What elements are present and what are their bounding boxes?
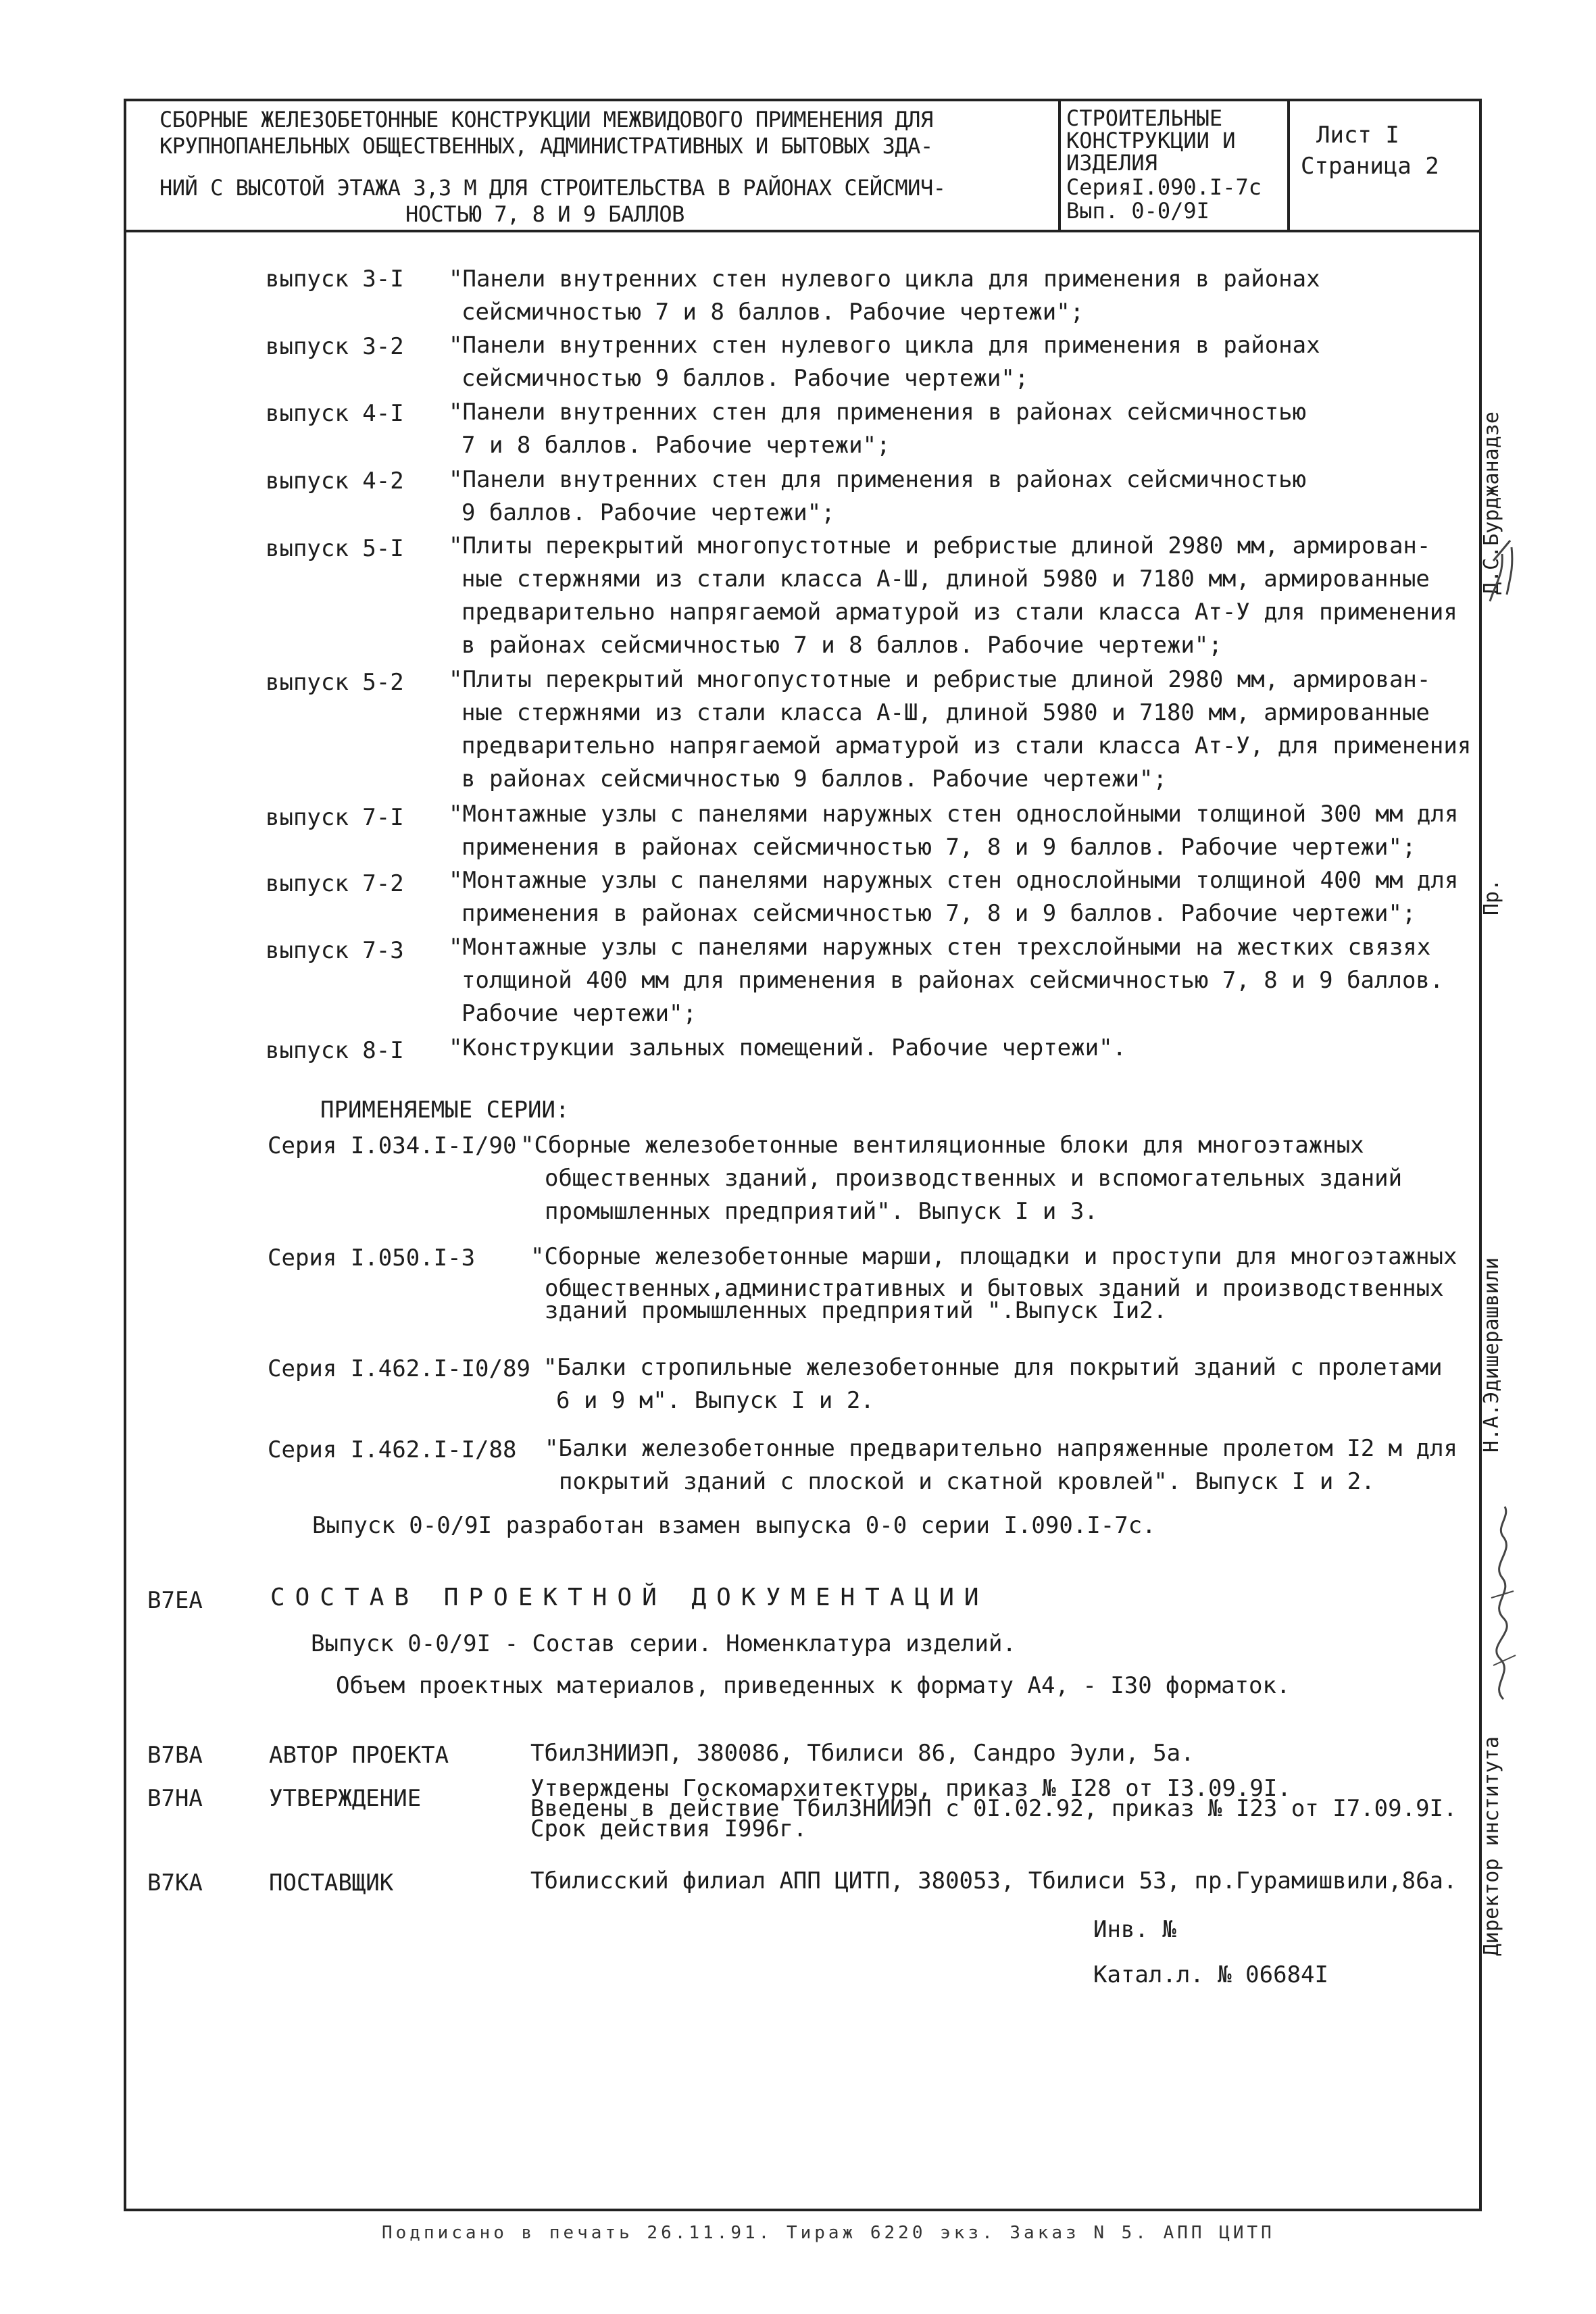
author-label: АВТОР ПРОЕКТА — [269, 1742, 449, 1769]
issue-text: применения в районах сейсмичностью 7, 8 и 9 баллов. Рабочие чертежи"; — [462, 900, 1416, 927]
issue-label: выпуск 5-2 — [266, 669, 404, 696]
header-title-line: КРУПНОПАНЕЛЬНЫХ ОБЩЕСТВЕННЫХ, АДМИНИСТРАТИВНЫХ И БЫТОВЫХ ЗДА- — [159, 133, 933, 159]
series-label: Серия I.034.I-I/90 — [268, 1132, 517, 1159]
issue-text: "Плиты перекрытий многопустотные и ребристые длиной 2980 мм, армирован- — [449, 666, 1431, 693]
series-text: зданий промышленных предприятий ".Выпуск Iи2. — [545, 1297, 1168, 1324]
series-label: Серия I.462.I-I0/89 — [268, 1355, 530, 1382]
issue-text: 9 баллов. Рабочие чертежи"; — [462, 499, 835, 526]
header-column-divider — [1287, 99, 1290, 231]
issue-text: "Панели внутренних стен нулевого цикла для применения в районах — [449, 266, 1320, 293]
issue-text: "Монтажные узлы с панелями наружных стен однослойными толщиной 300 мм для — [449, 801, 1459, 828]
header-category-line: КОНСТРУКЦИИ И — [1066, 128, 1236, 153]
issue-text: "Плиты перекрытий многопустотные и ребристые длиной 2980 мм, армирован- — [449, 532, 1431, 559]
approval-line: Срок действия I996г. — [530, 1815, 807, 1842]
issue-label: выпуск 3-I — [266, 266, 404, 293]
approval-line: Введены в действие ТбилЗНИИЭП с 0I.02.92, приказ № I23 от I7.09.9I. — [530, 1795, 1457, 1822]
series-text: общественных,административных и бытовых зданий и производственных — [545, 1275, 1444, 1302]
issue-label: выпуск 3-2 — [266, 333, 404, 360]
issue-label: выпуск 4-I — [266, 400, 404, 427]
composition-code: В7ЕА — [147, 1587, 203, 1614]
series-text: "Балки железобетонные предварительно напряженные пролетом I2 м для — [545, 1435, 1458, 1462]
issue-text: толщиной 400 мм для применения в районах сейсмичностью 7, 8 и 9 баллов. — [462, 967, 1444, 994]
header-divider — [124, 230, 1482, 232]
header-category-line: СТРОИТЕЛЬНЫЕ — [1066, 105, 1223, 131]
issue-text: сейсмичностью 9 баллов. Рабочие чертежи"; — [462, 365, 1029, 392]
signature-icon — [1483, 513, 1524, 608]
header-issue-number: Вып. 0-0/9I — [1066, 198, 1210, 224]
issue-text: ные стержнями из стали класса А-Ш, длиной 5980 и 7180 мм, армированные — [462, 565, 1430, 593]
series-text: "Сборные железобетонные марши, площадки и проступи для многоэтажных — [530, 1243, 1457, 1270]
side-mark: Пр. — [1480, 878, 1503, 915]
series-text: "Сборные железобетонные вентиляционные блоки для многоэтажных — [520, 1132, 1364, 1159]
composition-line: Объем проектных материалов, приведенных к формату А4, - I30 форматок. — [336, 1672, 1291, 1699]
author-code: В7ВА — [147, 1742, 203, 1769]
header-title-line: СБОРНЫЕ ЖЕЛЕЗОБЕТОННЫЕ КОНСТРУКЦИИ МЕЖВИДОВОГО ПРИМЕНЕНИЯ ДЛЯ — [159, 107, 933, 132]
issue-text: сейсмичностью 7 и 8 баллов. Рабочие чертежи"; — [462, 299, 1084, 326]
header-title-line: НОСТЬЮ 7, 8 И 9 БАЛЛОВ — [405, 201, 684, 227]
side-name-middle: Н.А.Эдишерашвили — [1480, 1257, 1503, 1453]
footer-print-info: Подписано в печать 26.11.91. Тираж 6220 экз. Заказ N 5. АПП ЦИТП — [382, 2223, 1275, 2243]
series-text: "Балки стропильные железобетонные для покрытий зданий с пролетами — [543, 1354, 1443, 1381]
issue-text: "Монтажные узлы с панелями наружных стен однослойными толщиной 400 мм для — [449, 867, 1459, 894]
supplier-label: ПОСТАВЩИК — [269, 1869, 394, 1896]
supplier-code: В7КА — [147, 1869, 203, 1896]
inventory-number: Инв. № — [1093, 1916, 1176, 1943]
series-label: Серия I.462.I-I/88 — [268, 1436, 517, 1463]
issue-label: выпуск 8-I — [266, 1037, 404, 1064]
series-text: покрытий зданий с плоской и скатной кровлей". Выпуск I и 2. — [559, 1468, 1375, 1495]
issue-text: 7 и 8 баллов. Рабочие чертежи"; — [462, 432, 891, 459]
issue-text: Рабочие чертежи"; — [462, 1000, 697, 1027]
issue-text: предварительно напрягаемой арматурой из стали класса Ат-У для применения — [462, 599, 1457, 626]
issue-text: "Панели внутренних стен для применения в районах сейсмичностью — [449, 399, 1307, 426]
issue-text: предварительно напрягаемой арматурой из стали класса Ат-У, для применения — [462, 732, 1472, 759]
issue-text: "Монтажные узлы с панелями наружных стен трехслойными на жестких связях — [449, 934, 1431, 961]
applied-series-heading: ПРИМЕНЯЕМЫЕ СЕРИИ: — [320, 1097, 570, 1124]
supplier-value: Тбилисский филиал АПП ЦИТП, 380053, Тбилиси 53, пр.Гурамишвили,86а. — [530, 1867, 1457, 1894]
composition-line: Выпуск 0-0/9I - Состав серии. Номенклатура изделий. — [311, 1630, 1016, 1657]
signature-icon — [1483, 1496, 1524, 1713]
issue-text: "Панели внутренних стен для применения в районах сейсмичностью — [449, 466, 1307, 493]
header-page: Страница 2 — [1301, 153, 1439, 180]
issue-text: ные стержнями из стали класса А-Ш, длиной 5980 и 7180 мм, армированные — [462, 699, 1430, 726]
header-sheet: Лист I — [1316, 122, 1399, 149]
issue-text: в районах сейсмичностью 9 баллов. Рабочие чертежи"; — [462, 765, 1167, 793]
issue-text: в районах сейсмичностью 7 и 8 баллов. Рабочие чертежи"; — [462, 632, 1222, 659]
side-director-label: Директор института — [1480, 1736, 1503, 1956]
replacement-note: Выпуск 0-0/9I разработан взамен выпуска 0-0 серии I.090.I-7с. — [312, 1512, 1156, 1539]
issue-text: "Конструкции зальных помещений. Рабочие чертежи". — [449, 1034, 1127, 1061]
author-value: ТбилЗНИИЭП, 380086, Тбилиси 86, Сандро Эули, 5а. — [530, 1740, 1195, 1767]
issue-label: выпуск 7-3 — [266, 937, 404, 964]
issue-label: выпуск 7-2 — [266, 870, 404, 897]
issue-text: "Панели внутренних стен нулевого цикла для применения в районах — [449, 332, 1320, 359]
series-label: Серия I.050.I-3 — [268, 1244, 476, 1272]
header-category-line: ИЗДЕЛИЯ — [1066, 150, 1157, 176]
series-text: общественных зданий, производственных и вспомогательных зданий — [545, 1165, 1403, 1192]
header-title-line: НИЙ С ВЫСОТОЙ ЭТАЖА 3,3 М ДЛЯ СТРОИТЕЛЬСТВА В РАЙОНАХ СЕЙСМИЧ- — [159, 175, 946, 201]
composition-heading: СОСТАВ ПРОЕКТНОЙ ДОКУМЕНТАЦИИ — [270, 1584, 989, 1611]
side-name-top: Д.С.Бурджанадзе — [1480, 411, 1503, 595]
approval-line: Утверждены Госкомархитектуры, приказ № I28 от I3.09.9I. — [530, 1775, 1291, 1802]
series-text: промышленных предприятий". Выпуск I и 3. — [545, 1198, 1098, 1225]
issue-label: выпуск 5-I — [266, 535, 404, 562]
issue-label: выпуск 7-I — [266, 804, 404, 831]
catalog-number: Катал.л. № 06684I — [1093, 1961, 1328, 1988]
header-series-number: СерияI.090.I-7с — [1066, 174, 1262, 200]
issue-label: выпуск 4-2 — [266, 468, 404, 495]
approval-label: УТВЕРЖДЕНИЕ — [269, 1785, 422, 1812]
issue-text: применения в районах сейсмичностью 7, 8 и 9 баллов. Рабочие чертежи"; — [462, 834, 1416, 861]
series-text: 6 и 9 м". Выпуск I и 2. — [556, 1387, 874, 1414]
header-column-divider — [1058, 99, 1061, 231]
approval-code: В7НА — [147, 1785, 203, 1812]
